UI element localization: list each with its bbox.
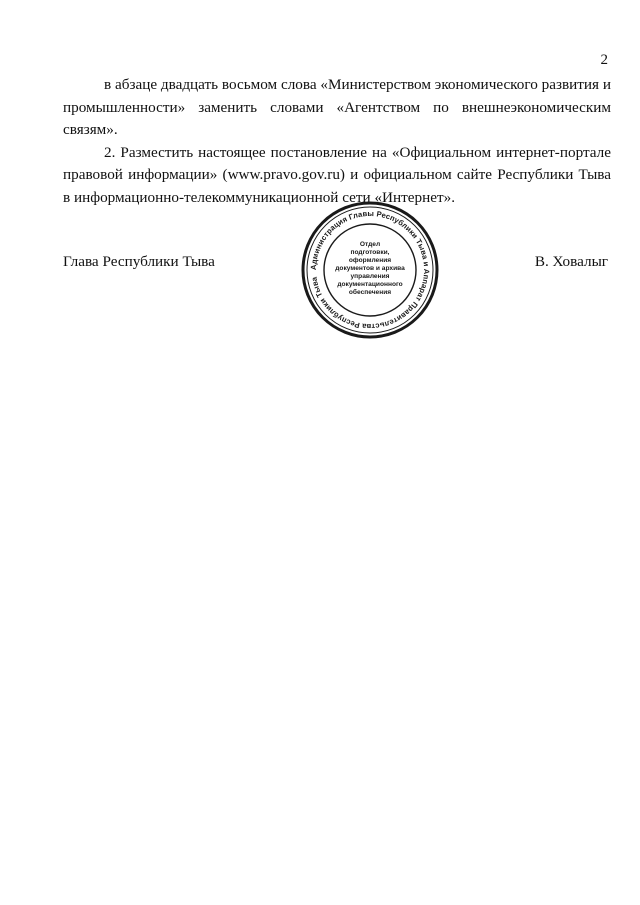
stamp-ring-text: Администрация Главы Республики Тыва и Аппарат Правительства Республики Тыва [308,208,432,332]
page-number: 2 [600,52,608,68]
stamp-center-line: управления [350,273,390,280]
paragraph: в абзаце двадцать восьмом слова «Министерством экономического развития и промышленности» заменить словами «Агентством по внешнеэкономическим связям». [63,76,611,139]
document-body [63,74,611,210]
stamp-center-line: оформления [348,257,392,264]
stamp-center-line: обеспечения [348,289,392,296]
signatory-title: Глава Республики Тыва [63,253,215,270]
paragraph: 2. Разместить настоящее постановление на «Официальном интернет-портале правовой информации» (www.pravo.gov.ru) и официальном сайте Республики Тыва в информационно-телекоммуникационной сети «Интернет». [63,143,611,206]
official-seal-stamp [300,200,440,340]
stamp-center-line: Отдел [359,241,381,248]
stamp-center-line: документационного [337,281,403,288]
stamp-center-line: подготовки, [350,249,390,256]
stamp-center-line: документов и архива [335,265,405,272]
signatory-name: В. Ховалыг [534,253,608,270]
